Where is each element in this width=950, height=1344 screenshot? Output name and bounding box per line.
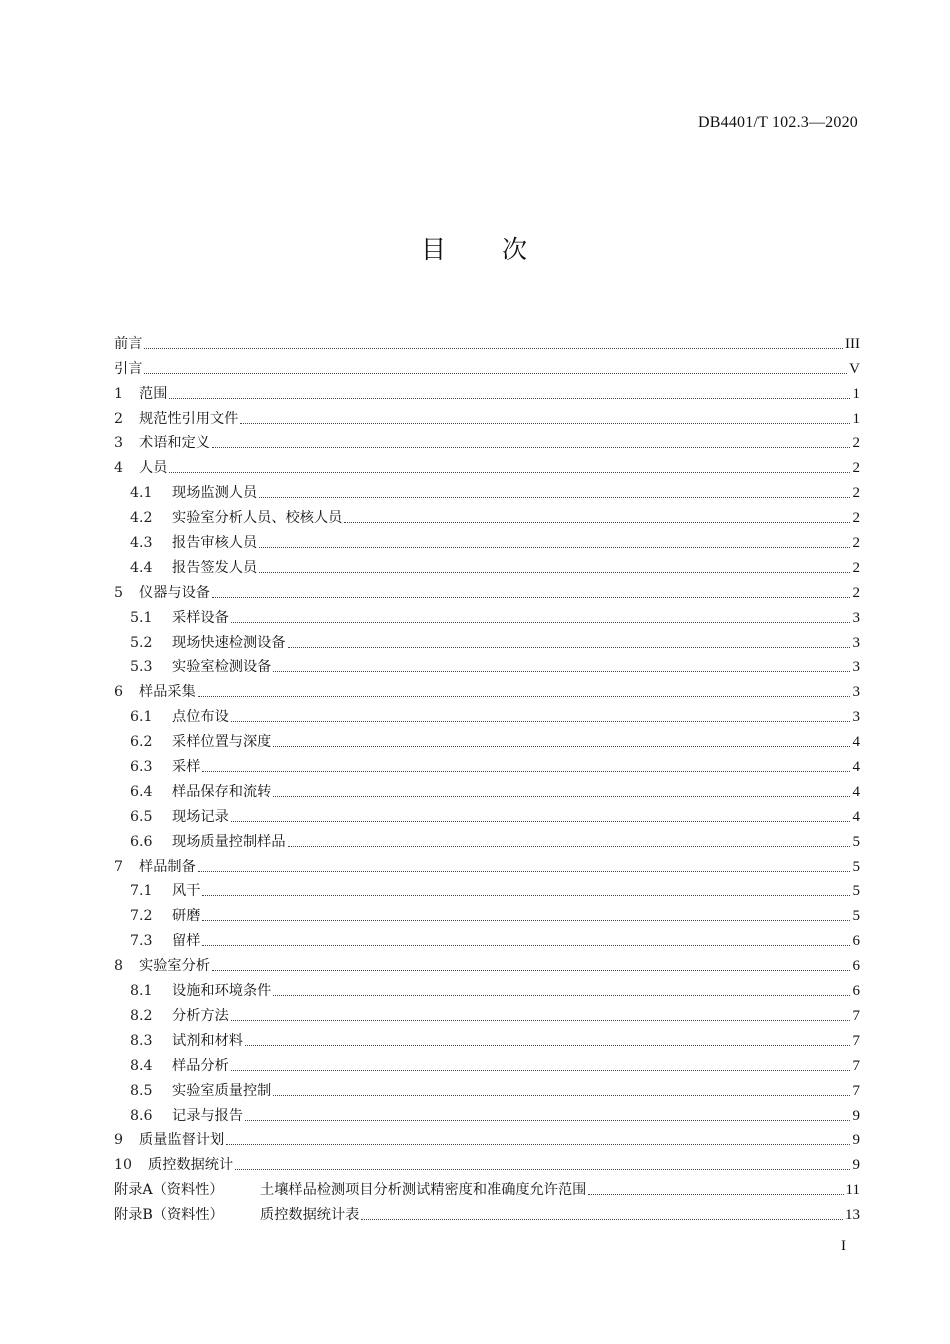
toc-entry-page: 7 [852, 1032, 860, 1049]
toc-entry-label: 实验室分析 [139, 958, 210, 975]
dot-leader [288, 846, 850, 847]
toc-entry[interactable] [114, 527, 860, 552]
toc-entry-label: 术语和定义 [139, 435, 210, 452]
toc-entry[interactable] [114, 652, 860, 677]
page-number: I [841, 1238, 846, 1254]
toc-entry-page: 2 [852, 584, 860, 601]
appendix-label: 土壤样品检测项目分析测试精密度和准确度允许范围 [260, 1182, 587, 1199]
dot-leader [202, 771, 850, 772]
toc-entry[interactable] [114, 378, 860, 403]
toc-entry[interactable] [114, 1100, 860, 1125]
toc-appendix-entry[interactable] [114, 1174, 860, 1199]
toc-entry-label: 点位布设 [172, 709, 229, 726]
toc-entry[interactable] [114, 776, 860, 801]
toc-entry[interactable] [114, 1149, 860, 1174]
toc-entry-page: 6 [852, 958, 860, 975]
toc-entry-page: 7 [852, 1082, 860, 1099]
toc-entry-number: 6.4 [130, 783, 153, 800]
dot-leader [169, 398, 850, 399]
toc-entry-label: 试剂和材料 [172, 1032, 243, 1049]
appendix-page: 11 [845, 1182, 860, 1199]
toc-entry-number: 8.5 [130, 1082, 153, 1099]
toc-entry-label: 分析方法 [172, 1007, 229, 1024]
toc-entry-page: 4 [852, 734, 860, 751]
toc-entry[interactable] [114, 502, 860, 527]
toc-entry[interactable] [114, 1075, 860, 1100]
toc-entry[interactable] [114, 701, 860, 726]
dot-leader [588, 1194, 843, 1195]
dot-leader [235, 1169, 850, 1170]
toc-entry-page: 3 [852, 609, 860, 626]
dot-leader [144, 348, 843, 349]
toc-entry[interactable] [114, 1000, 860, 1025]
toc-entry-page: III [845, 335, 860, 352]
toc-entry-label: 风干 [172, 883, 201, 900]
dot-leader [240, 423, 850, 424]
toc-entry-page: 4 [852, 759, 860, 776]
dot-leader [273, 796, 850, 797]
toc-entry[interactable] [114, 452, 860, 477]
toc-entry-label: 规范性引用文件 [139, 410, 239, 427]
toc-entry-label: 现场质量控制样品 [172, 833, 286, 850]
toc-entry-page: 9 [852, 1132, 860, 1149]
toc-entry-label: 现场快速检测设备 [172, 634, 286, 651]
toc-entry-label: 前言 [114, 335, 143, 352]
toc-entry-page: 2 [852, 510, 860, 527]
toc-entry-label: 现场记录 [172, 808, 229, 825]
toc-entry-page: 2 [852, 485, 860, 502]
toc-entry-number: 4.3 [130, 535, 153, 552]
appendix-tag: 附录B（资料性） [114, 1207, 224, 1224]
toc-entry-page: 3 [852, 634, 860, 651]
toc-entry-label: 样品保存和流转 [172, 783, 272, 800]
dot-leader [273, 1095, 850, 1096]
toc-entry[interactable] [114, 1125, 860, 1150]
toc-entry-page: 9 [852, 1157, 860, 1174]
toc-entry[interactable] [114, 428, 860, 453]
toc-entry-number: 3 [114, 435, 124, 452]
toc-entry[interactable] [114, 552, 860, 577]
toc-entry-label: 研磨 [172, 908, 201, 925]
toc-entry-label: 报告审核人员 [172, 535, 258, 552]
dot-leader [273, 746, 850, 747]
toc-entry-page: 2 [852, 535, 860, 552]
toc-entry-number: 8.1 [130, 983, 153, 1000]
toc-entry-number: 8.3 [130, 1032, 153, 1049]
toc-entry-page: 5 [852, 833, 860, 850]
dot-leader [259, 497, 850, 498]
dot-leader [344, 522, 850, 523]
toc-entry-label: 现场监测人员 [172, 485, 258, 502]
dot-leader [231, 1020, 850, 1021]
toc-entry[interactable] [114, 577, 860, 602]
toc-entry-page: 4 [852, 808, 860, 825]
toc-entry-page: 4 [852, 783, 860, 800]
toc-entry[interactable] [114, 1025, 860, 1050]
dot-leader [259, 572, 850, 573]
dot-leader [226, 1144, 850, 1145]
toc-entry-number: 5.3 [130, 659, 153, 676]
toc-entry[interactable] [114, 328, 860, 353]
toc-entry-page: 7 [852, 1057, 860, 1074]
toc-entry-label: 采样 [172, 759, 201, 776]
toc-entry-page: 3 [852, 684, 860, 701]
title-char-2: 次 [502, 235, 530, 264]
toc-entry-page: 2 [852, 460, 860, 477]
toc-entry-number: 6.3 [130, 759, 153, 776]
dot-leader [202, 920, 850, 921]
toc-entry-number: 7.3 [130, 933, 153, 950]
toc-entry-page: 1 [852, 410, 860, 427]
toc-entry-number: 9 [114, 1132, 124, 1149]
dot-leader [198, 696, 850, 697]
toc-entry-page: 9 [852, 1107, 860, 1124]
dot-leader [288, 647, 850, 648]
toc-entry[interactable] [114, 851, 860, 876]
toc-entry-page: 3 [852, 709, 860, 726]
title-char-1: 目 [420, 235, 448, 264]
toc-entry[interactable] [114, 876, 860, 901]
toc-entry-label: 样品分析 [172, 1057, 229, 1074]
dot-leader [231, 1070, 850, 1071]
dot-leader [273, 995, 850, 996]
dot-leader [273, 671, 850, 672]
toc-entry[interactable] [114, 353, 860, 378]
toc-entry-number: 6.6 [130, 833, 153, 850]
toc-entry[interactable] [114, 751, 860, 776]
toc-entry-number: 6.5 [130, 808, 153, 825]
toc-entry-page: 2 [852, 435, 860, 452]
toc-entry-label: 实验室质量控制 [172, 1082, 272, 1099]
toc-entry-number: 6.1 [130, 709, 153, 726]
toc-entry-number: 7.1 [130, 883, 153, 900]
toc-entry-number: 4 [114, 460, 124, 477]
page-title [0, 230, 950, 266]
toc-entry-number: 8 [114, 958, 124, 975]
toc-entry-page: 7 [852, 1007, 860, 1024]
toc-entry-page: 2 [852, 559, 860, 576]
toc-entry-number: 8.2 [130, 1007, 153, 1024]
appendix-label: 质控数据统计表 [260, 1207, 360, 1224]
dot-leader [202, 895, 850, 896]
toc-entry-page: 5 [852, 858, 860, 875]
toc-entry[interactable] [114, 975, 860, 1000]
dot-leader [169, 472, 850, 473]
dot-leader [245, 1120, 850, 1121]
toc-entry-number: 2 [114, 410, 124, 427]
appendix-tag: 附录A（资料性） [114, 1182, 224, 1199]
toc-entry[interactable] [114, 627, 860, 652]
toc-entry-label: 实验室分析人员、校核人员 [172, 510, 343, 527]
toc-entry-label: 样品制备 [139, 858, 196, 875]
toc-entry-number: 7 [114, 858, 124, 875]
toc-entry-number: 8.6 [130, 1107, 153, 1124]
toc-entry-label: 样品采集 [139, 684, 196, 701]
toc-entry-number: 6 [114, 684, 124, 701]
toc-entry-number: 5.2 [130, 634, 153, 651]
toc-entry[interactable] [114, 726, 860, 751]
toc-entry-label: 质量监督计划 [139, 1132, 225, 1149]
toc-entry-number: 8.4 [130, 1057, 153, 1074]
toc-entry-page: 5 [852, 908, 860, 925]
dot-leader [212, 447, 850, 448]
dot-leader [361, 1219, 843, 1220]
toc-entry-page: 6 [852, 933, 860, 950]
dot-leader [144, 373, 847, 374]
dot-leader [212, 597, 850, 598]
toc-entry-page: V [849, 360, 860, 377]
toc-entry-number: 4.1 [130, 485, 153, 502]
document-code: DB4401/T 102.3—2020 [698, 114, 858, 131]
toc-entry[interactable] [114, 602, 860, 627]
toc-appendix-entry[interactable] [114, 1199, 860, 1224]
toc-entry-label: 留样 [172, 933, 201, 950]
toc-entry-label: 实验室检测设备 [172, 659, 272, 676]
toc-entry[interactable] [114, 1050, 860, 1075]
toc-entry-label: 设施和环境条件 [172, 983, 272, 1000]
toc-entry-number: 5.1 [130, 609, 153, 626]
toc-entry-number: 6.2 [130, 734, 153, 751]
toc-entry[interactable] [114, 403, 860, 428]
toc-entry[interactable] [114, 676, 860, 701]
toc-entry-label: 仪器与设备 [139, 584, 210, 601]
appendix-page: 13 [845, 1207, 860, 1224]
toc-entry-number: 4.2 [130, 510, 153, 527]
toc-entry-number: 1 [114, 385, 124, 402]
toc-entry[interactable] [114, 900, 860, 925]
toc-entry[interactable] [114, 950, 860, 975]
toc-entry[interactable] [114, 826, 860, 851]
dot-leader [231, 622, 850, 623]
dot-leader [245, 1045, 850, 1046]
toc-entry-page: 3 [852, 659, 860, 676]
toc-entry-label: 记录与报告 [172, 1107, 243, 1124]
dot-leader [231, 821, 850, 822]
toc-entry-number: 10 [114, 1157, 133, 1174]
toc-entry-label: 引言 [114, 360, 143, 377]
toc-entry[interactable] [114, 925, 860, 950]
toc-entry-label: 采样位置与深度 [172, 734, 272, 751]
toc-entry-page: 5 [852, 883, 860, 900]
toc-entry[interactable] [114, 801, 860, 826]
dot-leader [231, 721, 850, 722]
dot-leader [202, 945, 850, 946]
toc-entry[interactable] [114, 477, 860, 502]
dot-leader [198, 871, 850, 872]
table-of-contents [114, 328, 860, 1224]
dot-leader [212, 970, 850, 971]
toc-entry-label: 范围 [139, 385, 168, 402]
toc-entry-label: 采样设备 [172, 609, 229, 626]
toc-entry-number: 5 [114, 584, 124, 601]
toc-entry-page: 6 [852, 983, 860, 1000]
toc-entry-number: 4.4 [130, 559, 153, 576]
toc-entry-page: 1 [852, 385, 860, 402]
toc-entry-label: 质控数据统计 [148, 1157, 234, 1174]
dot-leader [259, 547, 850, 548]
toc-entry-number: 7.2 [130, 908, 153, 925]
toc-entry-label: 人员 [139, 460, 168, 477]
toc-entry-label: 报告签发人员 [172, 559, 258, 576]
